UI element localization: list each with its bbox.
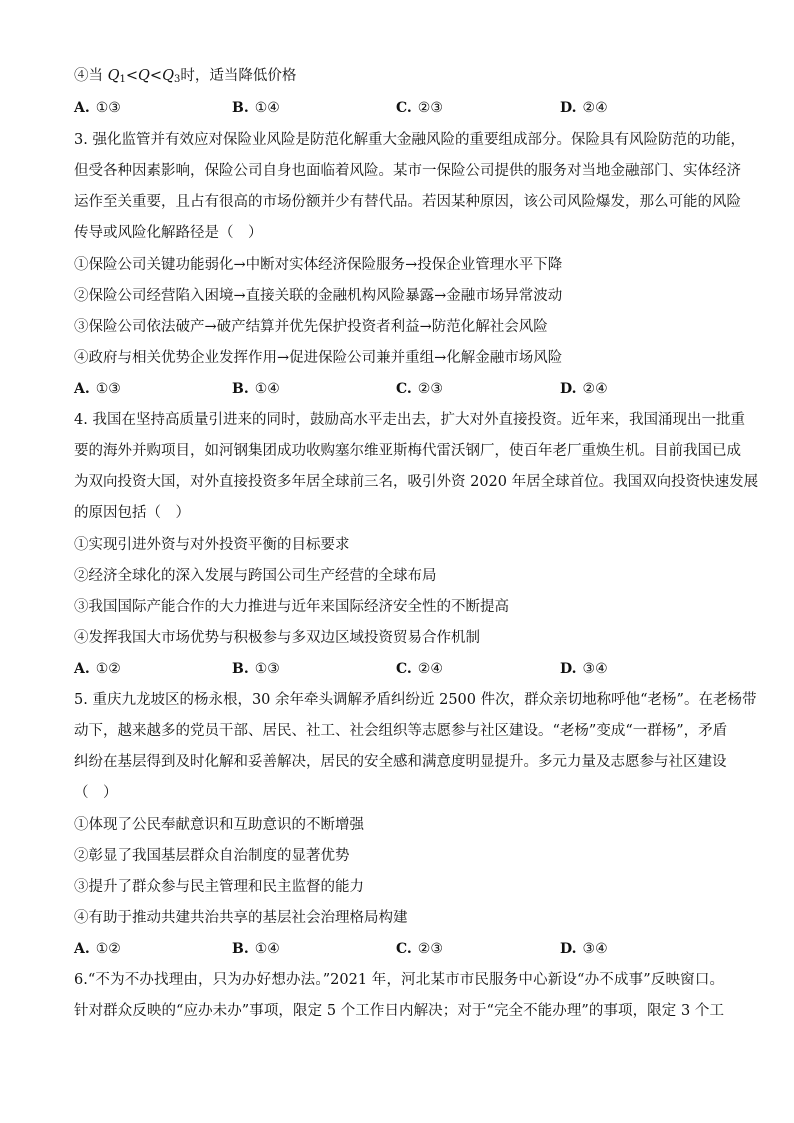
q4-stem-line: 4. 我国在坚持高质量引进来的同时，鼓励高水平走出去，扩大对外直接投资。近年来，我国涌现出一批重 xyxy=(74,412,745,428)
q1-subscript: 1 xyxy=(119,74,126,85)
q2-item-4-prefix: ④当 xyxy=(74,68,108,84)
option-letter: C. xyxy=(396,381,412,397)
q2-item-4-suffix: 时，适当降低价格 xyxy=(180,68,297,84)
option-a[interactable] xyxy=(74,659,121,679)
option-d[interactable] xyxy=(560,659,608,679)
option-text: ②④ xyxy=(582,100,608,116)
q4-item-4: ④发挥我国大市场优势与积极参与多双边区域投资贸易合作机制 xyxy=(74,630,480,646)
option-text: ①④ xyxy=(254,381,280,397)
q3-stem-line: 运作至关重要，且占有很高的市场份额并少有替代品。若因某种原因，该公司风险爆发，那么可能的风险 xyxy=(74,194,741,210)
q5-item-2: ②彰显了我国基层群众自治制度的显著优势 xyxy=(74,848,350,864)
q-symbol-end: Q xyxy=(162,68,174,84)
q2-options xyxy=(74,98,724,118)
less-than-2: < xyxy=(149,68,163,84)
option-text: ②③ xyxy=(417,381,443,397)
less-than-1: < xyxy=(125,68,139,84)
option-a[interactable] xyxy=(74,98,121,118)
option-c[interactable] xyxy=(396,939,443,959)
option-text: ①③ xyxy=(95,100,121,116)
option-text: ①④ xyxy=(254,941,280,957)
option-c[interactable] xyxy=(396,379,443,399)
q4-item-3: ③我国国际产能合作的大力推进与近年来国际经济安全性的不断提高 xyxy=(74,599,509,615)
option-d[interactable] xyxy=(560,379,608,399)
option-d[interactable] xyxy=(560,98,608,118)
option-text: ②④ xyxy=(582,381,608,397)
q5-stem-line: （ ） xyxy=(74,785,118,801)
option-letter: B. xyxy=(232,661,249,677)
option-letter: A. xyxy=(74,381,90,397)
q-symbol-mid: Q xyxy=(138,68,150,84)
q6-stem-line: 针对群众反映的“应办未办”事项，限定 5 个工作日内解决；对于“完全不能办理”的事项，限定 3 个工 xyxy=(74,1003,724,1019)
option-letter: B. xyxy=(232,100,249,116)
option-a[interactable] xyxy=(74,939,121,959)
option-text: ①② xyxy=(95,661,121,677)
option-letter: D. xyxy=(560,381,577,397)
q3-item-2: ②保险公司经营陷入困境→直接关联的金融机构风险暴露→金融市场异常波动 xyxy=(74,288,563,304)
option-text: ①② xyxy=(95,941,121,957)
q3-item-3: ③保险公司依法破产→破产结算并优先保护投资者利益→防范化解社会风险 xyxy=(74,319,548,335)
option-b[interactable] xyxy=(232,939,280,959)
option-letter: D. xyxy=(560,941,577,957)
q3-options xyxy=(74,379,724,399)
option-text: ②③ xyxy=(417,100,443,116)
option-letter: B. xyxy=(232,941,249,957)
q4-stem-line: 要的海外并购项目，如河钢集团成功收购塞尔维亚斯梅代雷沃钢厂，使百年老厂重焕生机。目前我国已成 xyxy=(74,443,741,459)
q5-options xyxy=(74,939,724,959)
option-letter: A. xyxy=(74,100,90,116)
q4-stem-line: 的原因包括（ ） xyxy=(74,505,190,521)
option-b[interactable] xyxy=(232,659,280,679)
option-letter: C. xyxy=(396,100,412,116)
q5-stem-line: 5. 重庆九龙坡区的杨永根，30 余年牵头调解矛盾纠纷近 2500 件次，群众亲切地称呼他“老杨”。在老杨带 xyxy=(74,692,757,708)
option-text: ③④ xyxy=(582,661,608,677)
q4-item-1: ①实现引进外资与对外投资平衡的目标要求 xyxy=(74,537,350,553)
q4-options xyxy=(74,659,724,679)
option-d[interactable] xyxy=(560,939,608,959)
option-c[interactable] xyxy=(396,98,443,118)
q3-stem-line: 传导或风险化解路径是（ ） xyxy=(74,225,263,241)
q5-item-4: ④有助于推动共建共治共享的基层社会治理格局构建 xyxy=(74,910,408,926)
option-c[interactable] xyxy=(396,659,443,679)
q5-item-1: ①体现了公民奉献意识和互助意识的不断增强 xyxy=(74,817,364,833)
option-text: ①③ xyxy=(254,661,280,677)
q3-stem-line: 3. 强化监管并有效应对保险业风险是防范化解重大金融风险的重要组成部分。保险具有风险防范的功能， xyxy=(74,132,745,148)
q2-item-4 xyxy=(74,66,724,90)
q5-stem-line: 纠纷在基层得到及时化解和妥善解决，居民的安全感和满意度明显提升。多元力量及志愿参与社区建设 xyxy=(74,754,727,770)
q4-item-2: ②经济全球化的深入发展与跨国公司生产经营的全球布局 xyxy=(74,568,437,584)
q3-stem-line: 但受各种因素影响，保险公司自身也面临着风险。某市一保险公司提供的服务对当地金融部门、实体经济 xyxy=(74,163,741,179)
option-letter: A. xyxy=(74,661,90,677)
q3-subscript: 3 xyxy=(173,74,181,85)
option-letter: B. xyxy=(232,381,249,397)
option-b[interactable] xyxy=(232,98,280,118)
q4-stem-line: 为双向投资大国，对外直接投资多年居全球前三名，吸引外资 2020 年居全球首位。我国双向投资快速发展 xyxy=(74,474,759,490)
option-text: ③④ xyxy=(582,941,608,957)
q3-item-1: ①保险公司关键功能弱化→中断对实体经济保险服务→投保企业管理水平下降 xyxy=(74,257,563,273)
q5-item-3: ③提升了群众参与民主管理和民主监督的能力 xyxy=(74,879,364,895)
option-a[interactable] xyxy=(74,379,121,399)
option-text: ②④ xyxy=(417,661,443,677)
option-letter: A. xyxy=(74,941,90,957)
q-symbol: Q xyxy=(107,68,120,84)
q6-stem-line: 6.“不为不办找理由，只为办好想办法。”2021 年，河北某市市民服务中心新设“办不成事”反映窗口。 xyxy=(74,972,724,988)
option-letter: D. xyxy=(560,661,577,677)
option-b[interactable] xyxy=(232,379,280,399)
option-text: ①③ xyxy=(95,381,121,397)
q3-item-4: ④政府与相关优势企业发挥作用→促进保险公司兼并重组→化解金融市场风险 xyxy=(74,350,563,366)
option-text: ②③ xyxy=(417,941,443,957)
option-letter: C. xyxy=(396,661,412,677)
option-text: ①④ xyxy=(254,100,280,116)
option-letter: D. xyxy=(560,100,577,116)
q5-stem-line: 动下，越来越多的党员干部、居民、社工、社会组织等志愿参与社区建设。“老杨”变成“一群杨”，矛盾 xyxy=(74,723,728,739)
option-letter: C. xyxy=(396,941,412,957)
